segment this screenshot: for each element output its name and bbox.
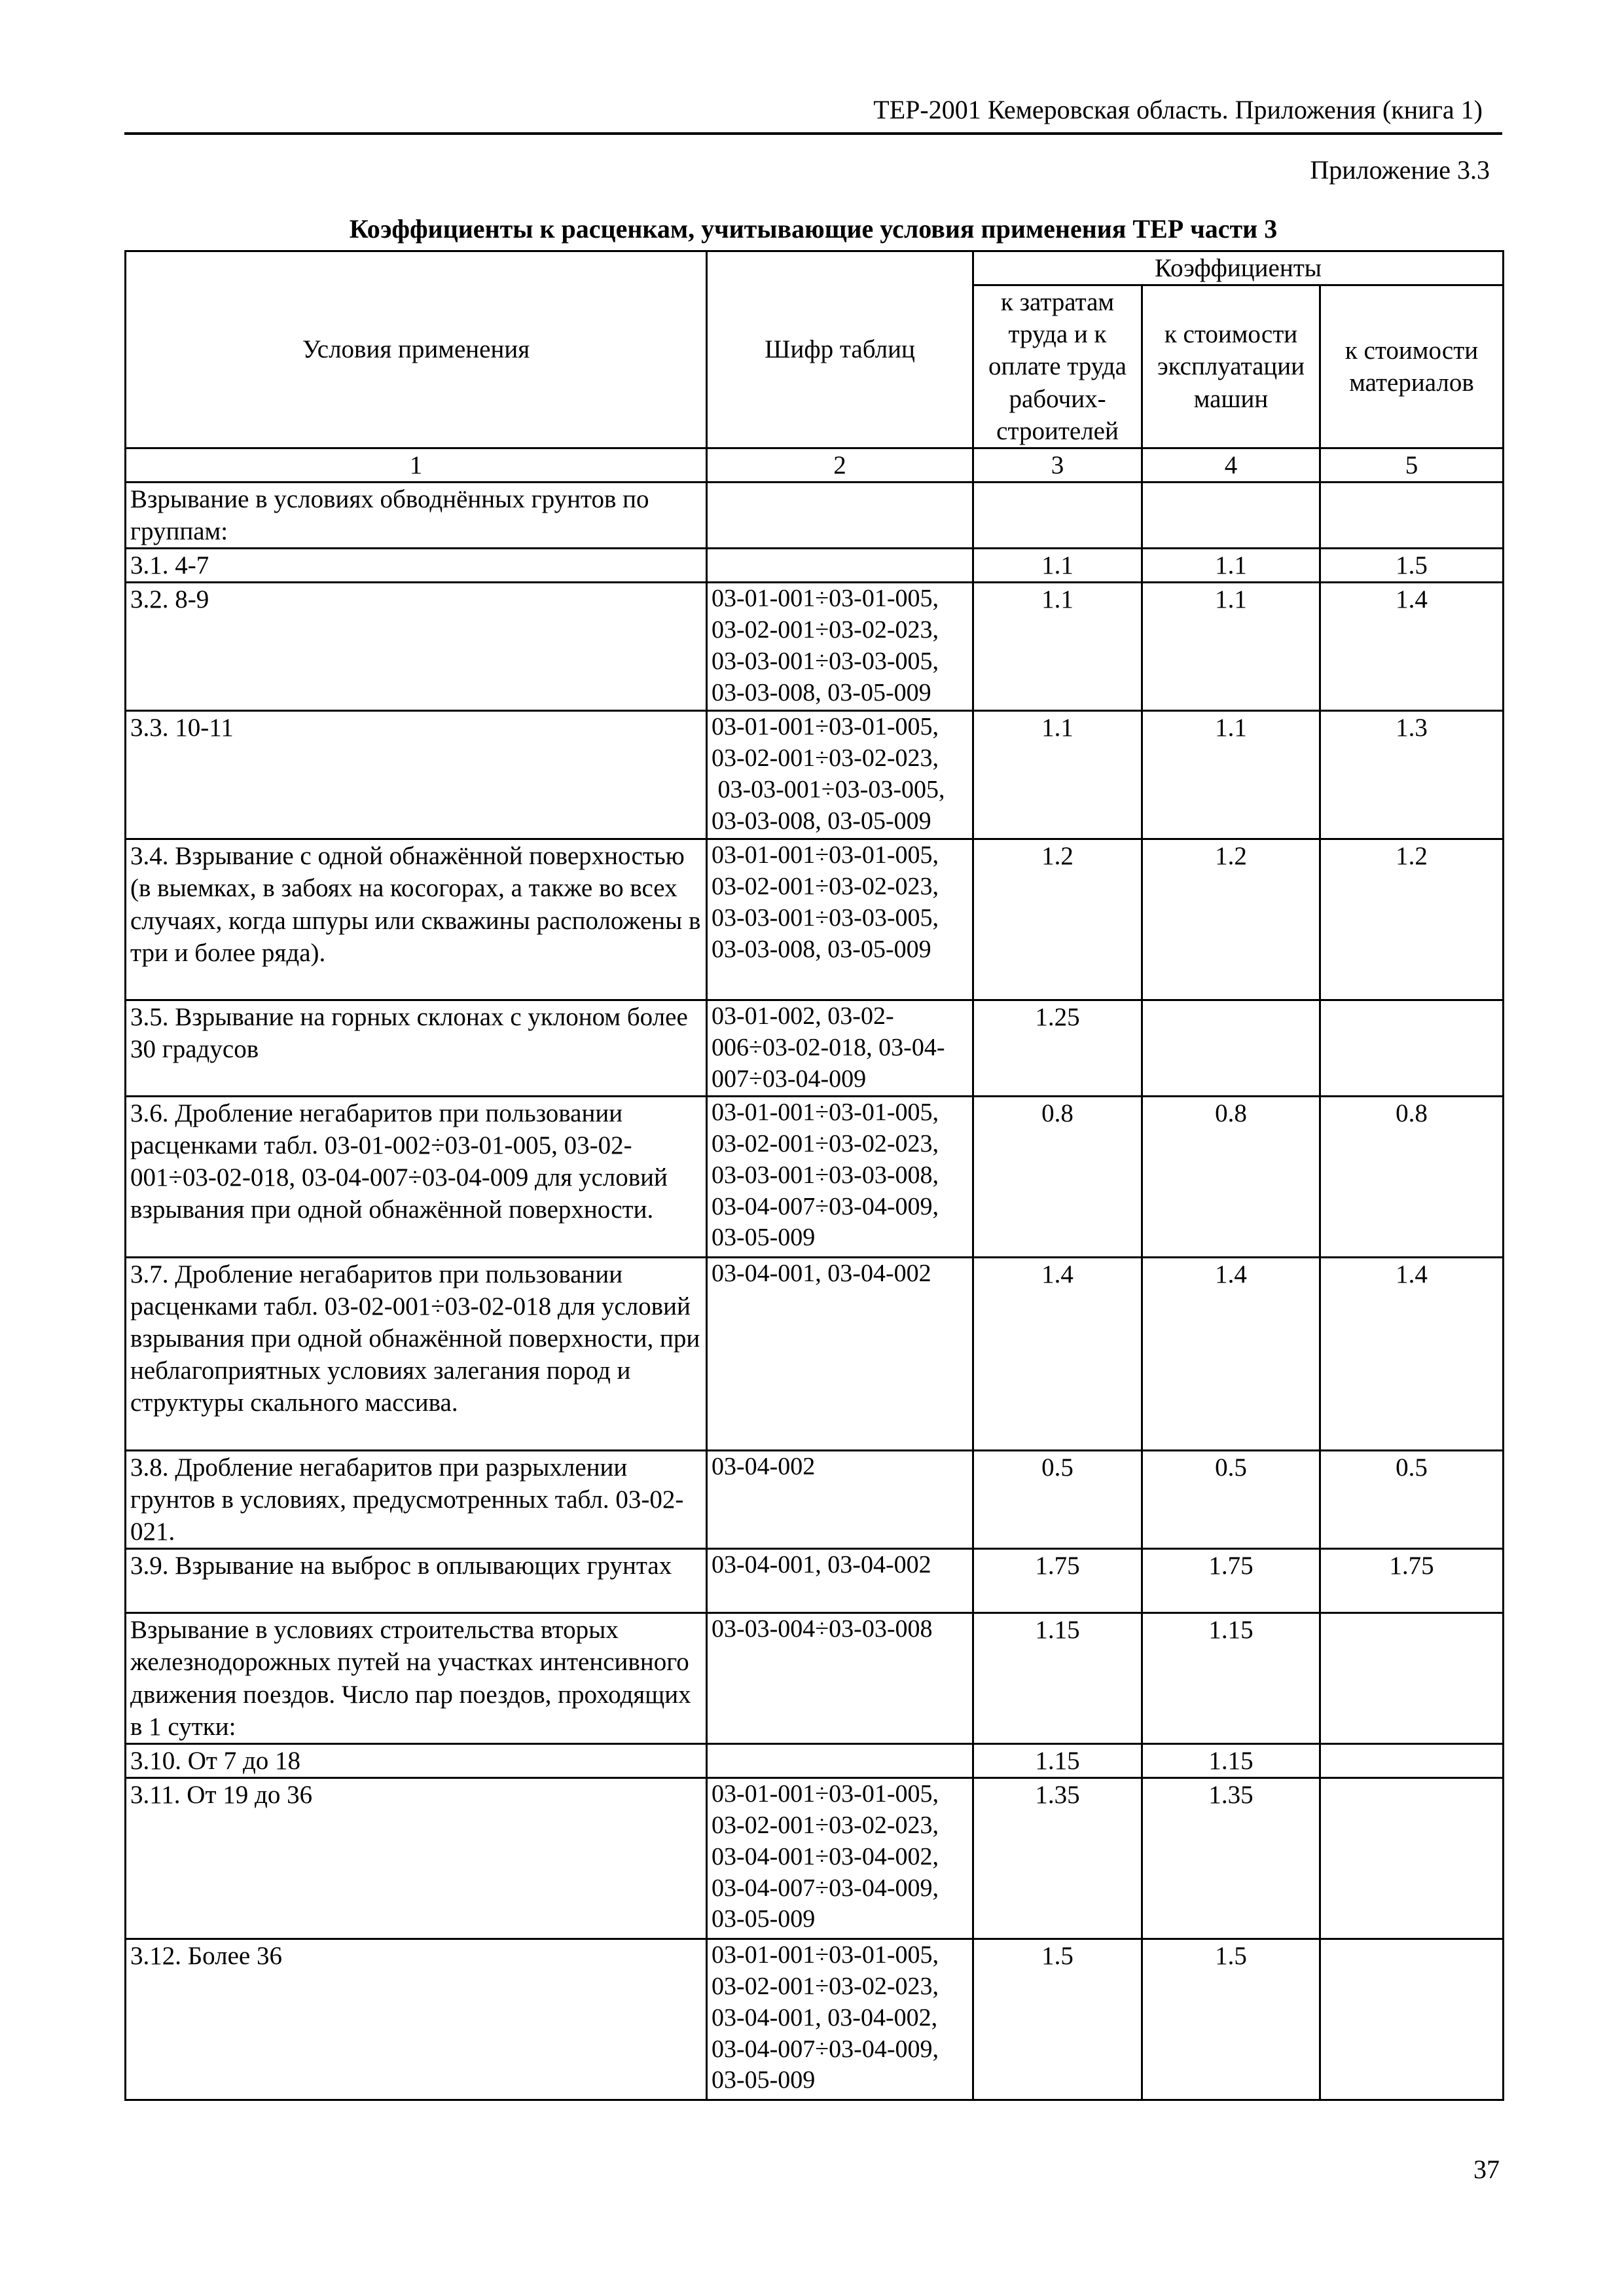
column-number: 4 <box>1142 448 1320 482</box>
codes-cell: 03-03-004÷03-03-008 <box>707 1613 973 1744</box>
machines-coefficient-cell: 1.4 <box>1142 1257 1320 1450</box>
labor-coefficient-cell: 1.1 <box>973 583 1142 711</box>
column-number: 2 <box>707 448 973 482</box>
codes-cell: 03-04-001, 03-04-002 <box>707 1549 973 1613</box>
labor-coefficient-cell: 1.15 <box>973 1613 1142 1744</box>
materials-coefficient-cell: 1.2 <box>1320 839 1504 1000</box>
table-row <box>126 1450 1504 1548</box>
materials-coefficient-cell <box>1320 1743 1504 1777</box>
condition-cell: 3.5. Взрывание на горных склонах с уклоном более 30 градусов <box>126 1000 707 1097</box>
table-row <box>126 583 1504 711</box>
codes-cell <box>707 482 973 548</box>
materials-coefficient-cell <box>1320 1777 1504 1939</box>
condition-cell: 3.11. От 19 до 36 <box>126 1777 707 1939</box>
condition-cell: 3.7. Дробление негабаритов при пользовании расценками табл. 03-02-001÷03-02-018 для условий взрывания при одной обнажённой поверхности, при неблагоприятных условиях залегания пород и структуры скального массива. <box>126 1257 707 1450</box>
materials-coefficient-cell: 1.75 <box>1320 1549 1504 1613</box>
column-number: 1 <box>126 448 707 482</box>
codes-cell <box>707 549 973 583</box>
table-row <box>126 1613 1504 1744</box>
codes-cell <box>707 1743 973 1777</box>
labor-coefficient-cell: 1.4 <box>973 1257 1142 1450</box>
codes-cell: 03-01-001÷03-01-005, 03-02-001÷03-02-023, 03-04-001, 03-04-002, 03-04-007÷03-04-009, 03-05-009 <box>707 1939 973 2100</box>
machines-coefficient-cell: 1.75 <box>1142 1549 1320 1613</box>
column-number: 3 <box>973 448 1142 482</box>
table-row <box>126 1000 1504 1097</box>
machines-coefficient-cell <box>1142 1000 1320 1097</box>
condition-cell: 3.6. Дробление негабаритов при пользовании расценками табл. 03-01-002÷03-01-005, 03-02-001÷03-02-018, 03-04-007÷03-04-009 для условий взрывания при одной обнажённой поверхности. <box>126 1096 707 1257</box>
codes-cell: 03-01-001÷03-01-005, 03-02-001÷03-02-023, 03-03-001÷03-03-008, 03-04-007÷03-04-009, 03-05-009 <box>707 1096 973 1257</box>
labor-coefficient-cell: 1.5 <box>973 1939 1142 2100</box>
materials-coefficient-cell: 1.4 <box>1320 583 1504 711</box>
machines-coefficient-cell: 1.15 <box>1142 1743 1320 1777</box>
labor-coefficient-cell: 1.15 <box>973 1743 1142 1777</box>
table-row <box>126 839 1504 1000</box>
materials-coefficient-cell <box>1320 1000 1504 1097</box>
condition-cell: 3.3. 10-11 <box>126 711 707 839</box>
header-machines: к стоимости эксплуатации машин <box>1142 285 1320 448</box>
condition-cell: 3.4. Взрывание с одной обнажённой поверхностью (в выемках, в забоях на косогорах, а также во всех случаях, когда шпуры или скважины расположены в три и более ряда). <box>126 839 707 1000</box>
running-title: ТЕР-2001 Кемеровская область. Приложения (книга 1) <box>873 95 1483 124</box>
codes-cell: 03-01-001÷03-01-005, 03-02-001÷03-02-023, 03-03-001÷03-03-005, 03-03-008, 03-05-009 <box>707 583 973 711</box>
table-row <box>126 1939 1504 2100</box>
codes-cell: 03-04-001, 03-04-002 <box>707 1257 973 1450</box>
header-codes: Шифр таблиц <box>707 251 973 448</box>
table-row <box>126 549 1504 583</box>
codes-cell: 03-01-001÷03-01-005, 03-02-001÷03-02-023, 03-03-001÷03-03-005, 03-03-008, 03-05-009 <box>707 839 973 1000</box>
table-body <box>126 448 1504 2100</box>
machines-coefficient-cell: 1.2 <box>1142 839 1320 1000</box>
materials-coefficient-cell <box>1320 482 1504 548</box>
table-title: Коэффициенты к расценкам, учитывающие условия применения ТЕР части 3 <box>349 214 1278 244</box>
condition-cell: 3.2. 8-9 <box>126 583 707 711</box>
codes-cell: 03-01-001÷03-01-005, 03-02-001÷03-02-023, 03-03-001÷03-03-005, 03-03-008, 03-05-009 <box>707 711 973 839</box>
machines-coefficient-cell: 1.15 <box>1142 1613 1320 1744</box>
labor-coefficient-cell: 1.2 <box>973 839 1142 1000</box>
labor-coefficient-cell: 1.25 <box>973 1000 1142 1097</box>
page-number: 37 <box>1473 2155 1500 2184</box>
machines-coefficient-cell: 1.1 <box>1142 711 1320 839</box>
materials-coefficient-cell <box>1320 1613 1504 1744</box>
table-row <box>126 711 1504 839</box>
machines-coefficient-cell: 1.1 <box>1142 549 1320 583</box>
materials-coefficient-cell: 0.8 <box>1320 1096 1504 1257</box>
coefficients-table <box>124 250 1504 2101</box>
column-number: 5 <box>1320 448 1504 482</box>
table-row <box>126 1743 1504 1777</box>
condition-cell: 3.10. От 7 до 18 <box>126 1743 707 1777</box>
table-row <box>126 482 1504 548</box>
header-coefficients: Коэффициенты <box>973 251 1504 285</box>
materials-coefficient-cell <box>1320 1939 1504 2100</box>
condition-cell: 3.8. Дробление негабаритов при разрыхлении грунтов в условиях, предусмотренных табл. 03-02-021. <box>126 1450 707 1548</box>
labor-coefficient-cell: 0.5 <box>973 1450 1142 1548</box>
labor-coefficient-cell <box>973 482 1142 548</box>
condition-cell: 3.1. 4-7 <box>126 549 707 583</box>
machines-coefficient-cell: 1.1 <box>1142 583 1320 711</box>
column-numbers-row <box>126 448 1504 482</box>
codes-cell: 03-01-001÷03-01-005, 03-02-001÷03-02-023, 03-04-001÷03-04-002, 03-04-007÷03-04-009, 03-05-009 <box>707 1777 973 1939</box>
labor-coefficient-cell: 0.8 <box>973 1096 1142 1257</box>
codes-cell: 03-04-002 <box>707 1450 973 1548</box>
header-conditions: Условия применения <box>126 251 707 448</box>
running-header <box>124 92 1502 135</box>
machines-coefficient-cell: 0.5 <box>1142 1450 1320 1548</box>
materials-coefficient-cell: 1.3 <box>1320 711 1504 839</box>
header-labor: к затратам труда и к оплате труда рабочих-строителей <box>973 285 1142 448</box>
materials-coefficient-cell: 0.5 <box>1320 1450 1504 1548</box>
condition-cell: 3.12. Более 36 <box>126 1939 707 2100</box>
labor-coefficient-cell: 1.1 <box>973 711 1142 839</box>
machines-coefficient-cell: 1.35 <box>1142 1777 1320 1939</box>
materials-coefficient-cell: 1.4 <box>1320 1257 1504 1450</box>
materials-coefficient-cell: 1.5 <box>1320 549 1504 583</box>
table-row <box>126 1257 1504 1450</box>
codes-cell: 03-01-002, 03-02- 006÷03-02-018, 03-04- 007÷03-04-009 <box>707 1000 973 1097</box>
condition-cell: Взрывание в условиях обводнённых грунтов по группам: <box>126 482 707 548</box>
table-row <box>126 1096 1504 1257</box>
condition-cell: 3.9. Взрывание на выброс в оплывающих грунтах <box>126 1549 707 1613</box>
appendix-label: Приложение 3.3 <box>1310 155 1490 185</box>
header-materials: к стоимости материалов <box>1320 285 1504 448</box>
table-row <box>126 1549 1504 1613</box>
machines-coefficient-cell <box>1142 482 1320 548</box>
machines-coefficient-cell: 1.5 <box>1142 1939 1320 2100</box>
labor-coefficient-cell: 1.1 <box>973 549 1142 583</box>
machines-coefficient-cell: 0.8 <box>1142 1096 1320 1257</box>
table-row <box>126 1777 1504 1939</box>
labor-coefficient-cell: 1.35 <box>973 1777 1142 1939</box>
condition-cell: Взрывание в условиях строительства вторых железнодорожных путей на участках интенсивного движения поездов. Число пар поездов, проходящих в 1 сутки: <box>126 1613 707 1744</box>
labor-coefficient-cell: 1.75 <box>973 1549 1142 1613</box>
